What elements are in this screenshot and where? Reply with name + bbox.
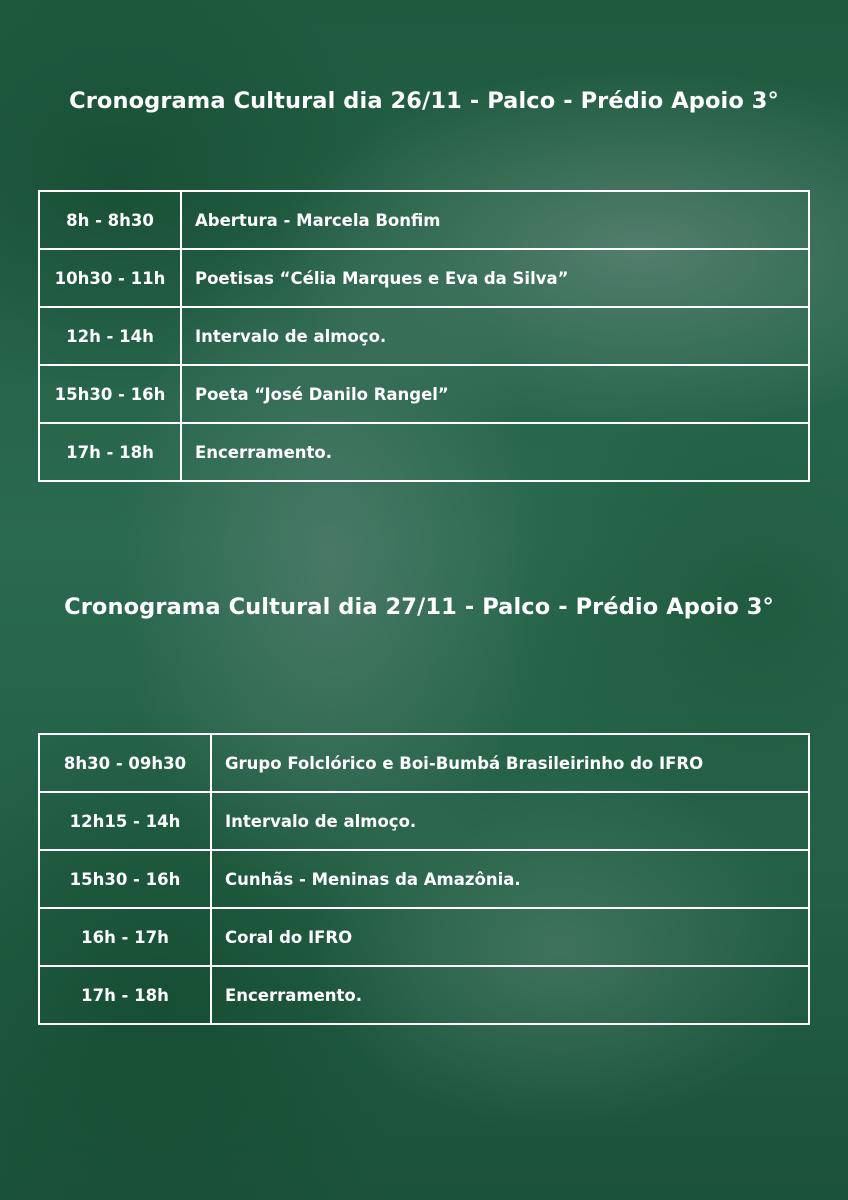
event-cell: Coral do IFRO [211,908,809,966]
time-cell: 8h30 - 09h30 [39,734,211,792]
event-cell: Cunhãs - Meninas da Amazônia. [211,850,809,908]
event-cell: Grupo Folclórico e Boi-Bumbá Brasileirinho do IFRO [211,734,809,792]
table-row [39,365,809,423]
event-cell: Encerramento. [181,423,809,481]
table-row [39,850,809,908]
day2-schedule-table [38,733,810,1025]
time-cell: 17h - 18h [39,966,211,1024]
event-cell: Poetisas “Célia Marques e Eva da Silva” [181,249,809,307]
event-cell: Intervalo de almoço. [211,792,809,850]
table-row [39,966,809,1024]
table-row [39,734,809,792]
table-row [39,249,809,307]
event-cell: Poeta “José Danilo Rangel” [181,365,809,423]
time-cell: 12h - 14h [39,307,181,365]
table-row [39,423,809,481]
time-cell: 16h - 17h [39,908,211,966]
event-cell: Abertura - Marcela Bonfim [181,191,809,249]
table-row [39,307,809,365]
time-cell: 15h30 - 16h [39,365,181,423]
table-row [39,191,809,249]
day1-title: Cronograma Cultural dia 26/11 - Palco - Prédio Apoio 3° [69,88,779,114]
event-cell: Encerramento. [211,966,809,1024]
time-cell: 12h15 - 14h [39,792,211,850]
time-cell: 10h30 - 11h [39,249,181,307]
time-cell: 8h - 8h30 [39,191,181,249]
day1-schedule-table [38,190,810,482]
time-cell: 15h30 - 16h [39,850,211,908]
event-cell: Intervalo de almoço. [181,307,809,365]
time-cell: 17h - 18h [39,423,181,481]
table-row [39,908,809,966]
day2-title: Cronograma Cultural dia 27/11 - Palco - Prédio Apoio 3° [64,594,774,620]
table-row [39,792,809,850]
